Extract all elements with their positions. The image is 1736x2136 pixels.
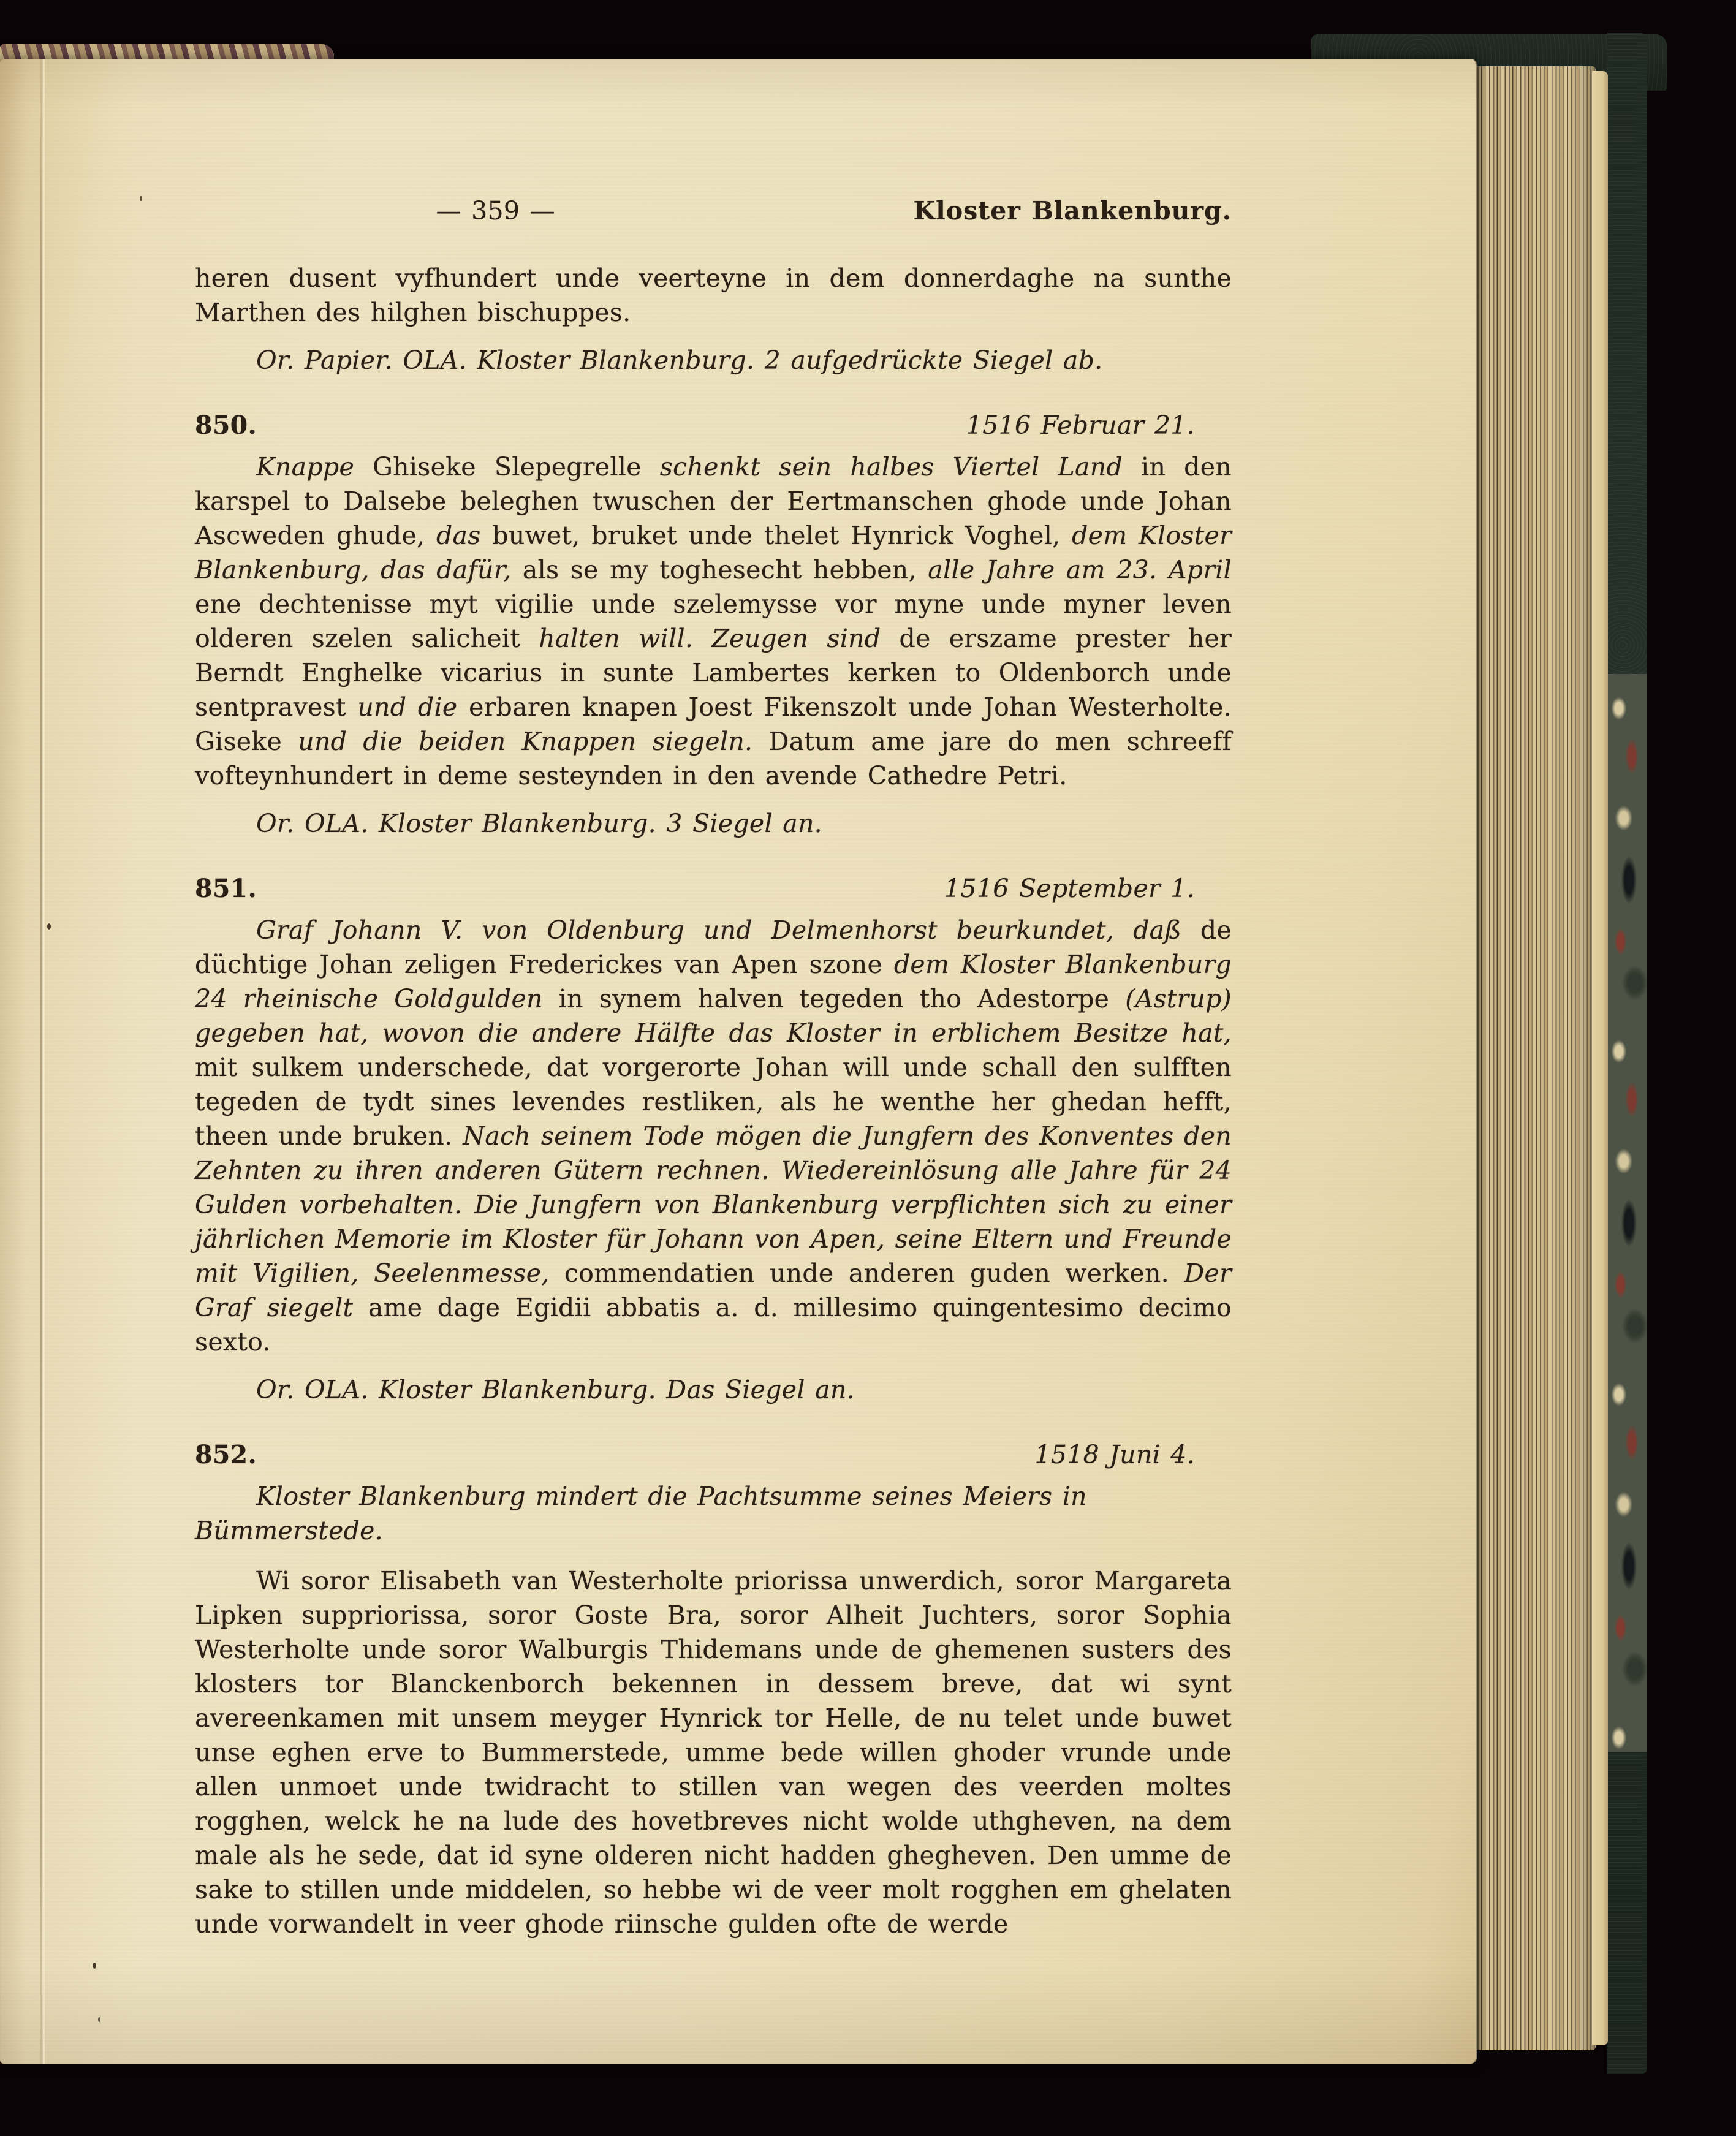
text-segment: Datum ame jare do men schreeff vofteynhundert in deme sesteynden in den avende Cathedre Petri. bbox=[195, 727, 1232, 790]
entry-number: 850. bbox=[195, 411, 257, 440]
entry-date: 1516 September 1. bbox=[944, 874, 1195, 903]
paragraph bbox=[195, 1564, 1232, 1941]
text-segment: als se my toghesecht hebben, bbox=[522, 555, 928, 585]
text-segment: das bbox=[436, 521, 493, 550]
source-note: Or. OLA. Kloster Blankenburg. 3 Siegel an. bbox=[256, 809, 823, 838]
paper-specks bbox=[0, 59, 2, 64]
entry-header bbox=[195, 408, 1232, 442]
entry-date: 1518 Juni 4. bbox=[1034, 1440, 1195, 1469]
text-segment: Der Graf siegelt bbox=[195, 1259, 1232, 1322]
text-segment: heren dusent vyfhundert unde veerteyne in dem donnerdaghe na sunthe Marthen des hilghen bischuppes. bbox=[195, 263, 1232, 327]
text-segment: (Astrup) gegeben hat, wovon die andere Hälfte das Kloster in erblichem Besitze hat, bbox=[195, 984, 1232, 1048]
page-text-block bbox=[195, 59, 1232, 1941]
marbled-paper bbox=[1607, 674, 1647, 1752]
running-title: Kloster Blankenburg. bbox=[913, 196, 1232, 225]
text-segment: und die beiden Knappen siegeln. bbox=[298, 727, 769, 756]
text-segment: mit sulkem underschede, dat vorgerorte Johan will unde schall den sulfften tegeden de tydt sines levendes restliken, als he wenthe her ghedan hefft, theen unde bruken. bbox=[195, 1053, 1232, 1151]
paragraph bbox=[195, 450, 1232, 793]
text-segment: in den karspel to Dalsebe beleghen twuschen der Eertmanschen ghode unde Johan Ascweden ghude, bbox=[195, 452, 1232, 550]
text-segment: Graf Johann V. von Oldenburg und Delmenhorst beurkundet, daß bbox=[256, 915, 1200, 945]
text-segment: Ghiseke Slepegrelle bbox=[373, 452, 660, 482]
page-header bbox=[195, 194, 1232, 227]
book-cover-edge bbox=[1607, 33, 1647, 2074]
text-segment: und die bbox=[357, 692, 469, 722]
source-note: Or. OLA. Kloster Blankenburg. Das Siegel an. bbox=[256, 1375, 855, 1404]
outer-page-edge bbox=[1592, 71, 1608, 2045]
text-segment: halten will. Zeugen sind bbox=[539, 624, 900, 653]
page-number: — 359 — bbox=[436, 196, 555, 225]
paragraph bbox=[195, 913, 1232, 1359]
text-segment: Nach seinem Tode mögen die Jungfern des Konventes den Zehnten zu ihren anderen Gütern rechnen. Wiedereinlösung alle Jahre für 24 Gulden vorbehalten. Die Jungfern von Blankenburg verpflichten sich zu einer jährlichen Memorie im Kloster für Johann von Apen, seine Eltern und Freunde mit Vigilien, Seelenmesse, bbox=[195, 1121, 1232, 1288]
book-page bbox=[0, 59, 1477, 2064]
entry-header bbox=[195, 1437, 1232, 1472]
text-segment: erbaren knapen Joest Fikenszolt unde Johan Westerholte. Giseke bbox=[195, 692, 1232, 756]
text-segment: de düchtige Johan zeligen Frederickes van Apen szone bbox=[195, 915, 1232, 979]
text-segment: ene dechtenisse myt vigilie unde szelemysse vor myne unde myner leven olderen szelen salicheit bbox=[195, 589, 1232, 653]
fore-edge-pages bbox=[1474, 66, 1596, 2050]
text-segment: dem Kloster Blankenburg 24 rheinische Goldgulden bbox=[195, 950, 1232, 1013]
text-segment: Knappe bbox=[256, 452, 373, 482]
content bbox=[195, 261, 1232, 1941]
text-segment: dem Kloster Blankenburg, das dafür, bbox=[195, 521, 1232, 585]
text-segment: buwet, bruket unde thelet Hynrick Voghel, bbox=[492, 521, 1072, 550]
entry-number: 851. bbox=[195, 874, 257, 903]
entry-number: 852. bbox=[195, 1440, 257, 1469]
entry-date: 1516 Februar 21. bbox=[966, 411, 1195, 440]
text-segment: ame dage Egidii abbatis a. d. millesimo quingentesimo decimo sexto. bbox=[195, 1293, 1232, 1357]
text-segment: schenkt sein halbes Viertel Land bbox=[659, 452, 1142, 482]
text-segment: de erszame prester her Berndt Enghelke vicarius in sunte Lambertes kerken to Oldenborch unde sentpravest bbox=[195, 624, 1232, 722]
entry-header bbox=[195, 871, 1232, 906]
source-note: Or. Papier. OLA. Kloster Blankenburg. 2 aufgedrückte Siegel ab. bbox=[256, 346, 1103, 375]
text-segment: commendatien unde anderen guden werken. bbox=[564, 1259, 1184, 1288]
paragraph bbox=[195, 261, 1232, 330]
regest-heading: Kloster Blankenburg mindert die Pachtsumme seines Meiers in Bümmerstede. bbox=[195, 1482, 1087, 1545]
page-gutter-shadow bbox=[0, 59, 141, 2064]
text-segment: alle Jahre am 23. April bbox=[928, 555, 1232, 585]
text-segment: in synem halven tegeden tho Adestorpe bbox=[558, 984, 1126, 1013]
text-segment: Wi soror Elisabeth van Westerholte priorissa unwerdich, soror Margareta Lipken suppriorissa, soror Goste Bra, soror Alheit Juchters, soror Sophia Westerholte unde soror Walburgis Thidemans unde de ghemenen susters des klosters tor Blanckenborch bekennen in dessem breve, dat wi synt avereenkamen mit unsem meyger Hynrick tor Helle, de nu telet unde buwet unse eghen erve to Bummerstede, umme bede willen ghoder vrunde unde allen unmoet unde twidracht to stillen van wegen des veerden moltes rogghen, welck he na lude des hovetbreves nicht wolde uthgheven, na dem male als he sede, dat id syne olderen nicht hadden ghegheven. Den umme de sake to stillen unde middelen, so hebbe wi de veer molt rogghen em ghelaten unde vorwandelt in veer ghode riinsche gulden ofte de werde bbox=[195, 1566, 1232, 1939]
